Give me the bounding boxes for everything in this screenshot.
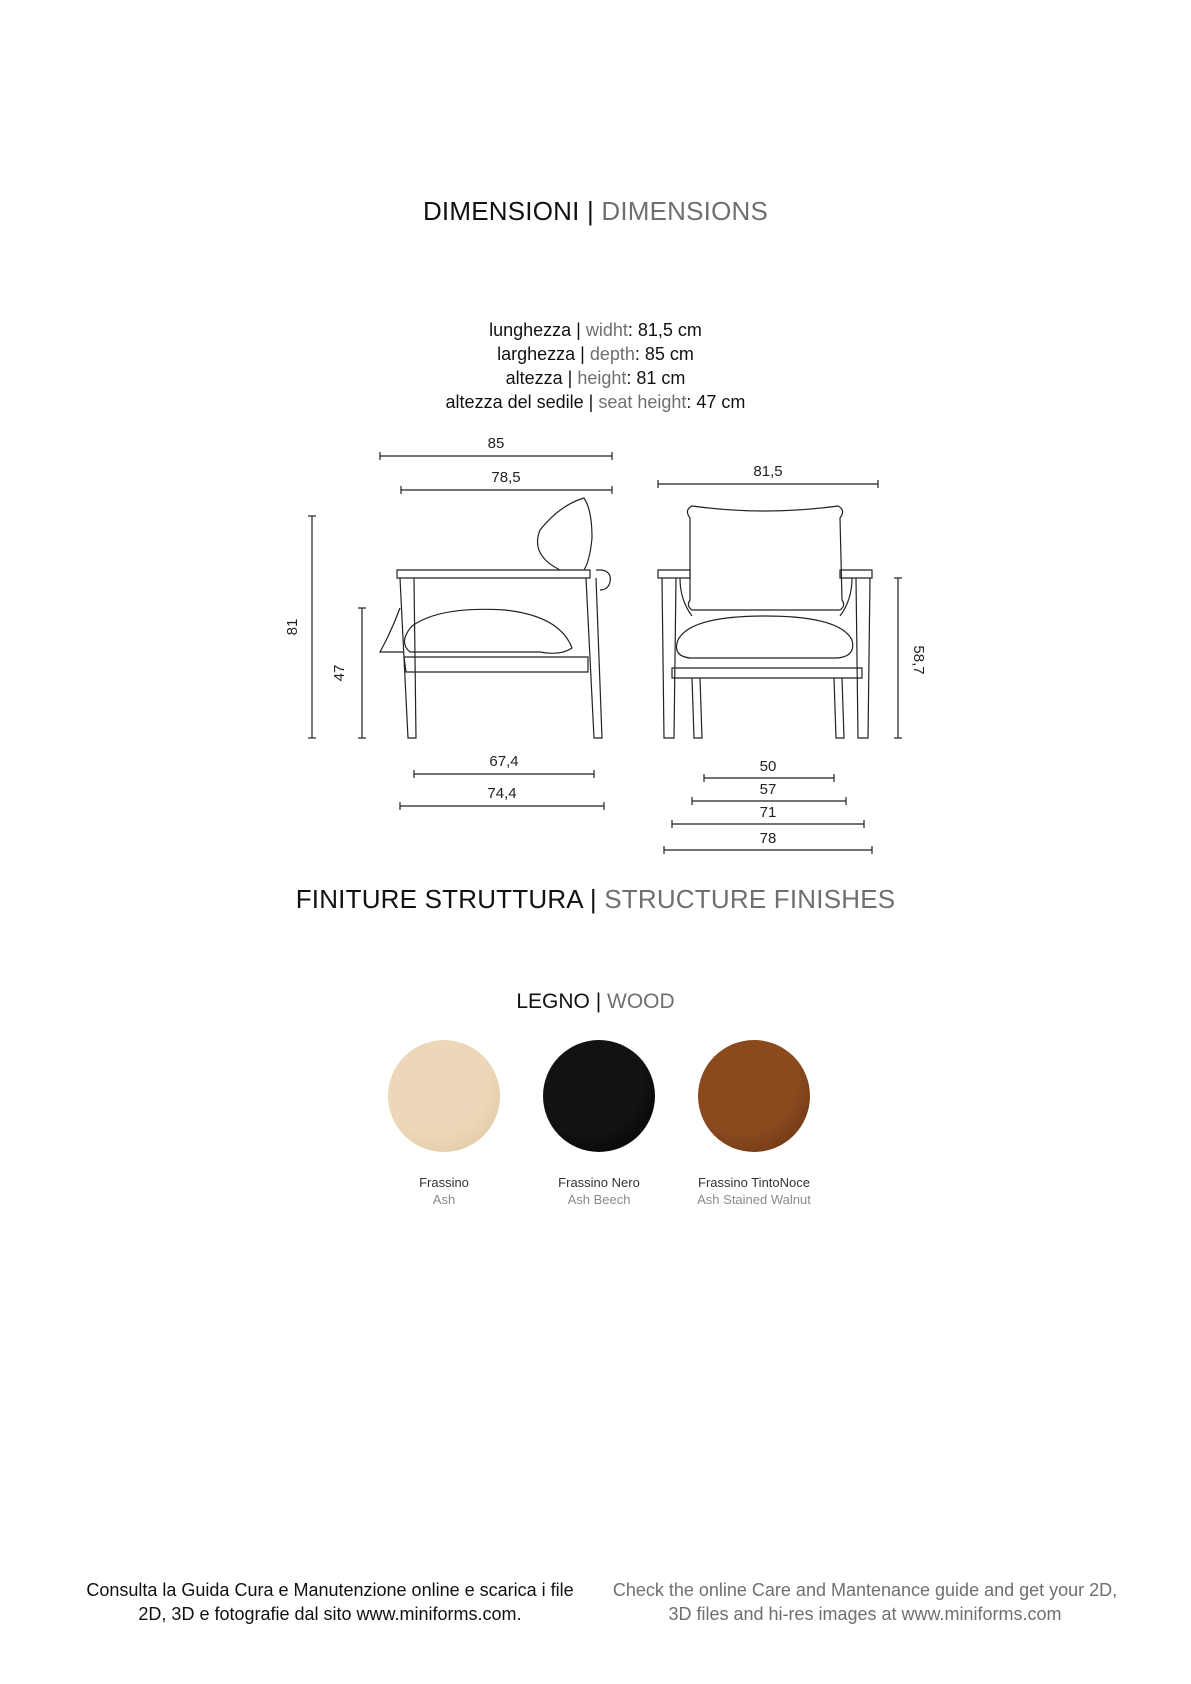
- wood-title: [0, 990, 1191, 1014]
- side-leg-inner-label: 67,4: [489, 753, 519, 770]
- finishes-title-it: FINITURE STRUTTURA: [295, 884, 583, 914]
- dimensions-title: [0, 196, 1191, 227]
- front-width-78-label: 78: [759, 830, 777, 847]
- side-depth-seat-label: 78,5: [491, 469, 521, 486]
- wood-title-it: LEGNO: [516, 990, 590, 1013]
- spec-label-it: altezza: [505, 368, 563, 388]
- dimension-specs: [0, 318, 1191, 414]
- footer-text-it: Consulta la Guida Cura e Manutenzione online e scarica i file 2D, 3D e fotografie dal sito www.miniforms.com.: [86, 1580, 574, 1624]
- swatch-name-en: Ash Beech: [567, 1192, 631, 1207]
- swatch-disc[interactable]: [698, 1040, 810, 1152]
- wood-title-en: WOOD: [607, 990, 675, 1013]
- side-leg-inner-line: [414, 770, 594, 778]
- swatch-name-en: Ash Stained Walnut: [697, 1192, 811, 1207]
- side-depth-seat-line: [401, 486, 612, 494]
- swatch-name-it: Frassino TintoNoce: [698, 1175, 810, 1190]
- title-separator: |: [589, 990, 607, 1013]
- side-seat-height-line: [358, 608, 366, 738]
- swatch-name-it: Frassino: [419, 1175, 469, 1190]
- swatch-frassino-nero[interactable]: [519, 1040, 679, 1208]
- footer-text-en: Check the online Care and Mantenance guide and get your 2D, 3D files and hi-res images at www.miniforms.com: [612, 1580, 1118, 1624]
- swatch-frassino[interactable]: [364, 1040, 524, 1208]
- title-separator: |: [579, 196, 602, 226]
- dimensions-title-it: DIMENSIONI: [422, 196, 580, 226]
- spec-label-it: larghezza: [497, 344, 576, 364]
- front-width-total-label: 81,5: [753, 463, 783, 480]
- spec-depth: larghezza | depth: 85 cm: [497, 344, 694, 364]
- chair-side-view: [380, 498, 610, 738]
- finishes-title-en: STRUCTURE FINISHES: [604, 884, 896, 914]
- spec-label-en: height: [577, 368, 627, 388]
- swatch-disc[interactable]: [388, 1040, 500, 1152]
- spec-label-en: seat height: [598, 392, 687, 412]
- swatch-frassino-tintonoce[interactable]: [674, 1040, 834, 1208]
- spec-label-en: widht: [585, 320, 628, 340]
- chair-front-view: [658, 506, 872, 738]
- technical-drawings: [0, 420, 1191, 860]
- swatch-name-it: Frassino Nero: [558, 1175, 640, 1190]
- side-height-total-line: [308, 516, 316, 738]
- front-width-total-line: [658, 480, 878, 488]
- spec-value: : 47 cm: [686, 392, 746, 412]
- spec-value: : 81,5 cm: [627, 320, 702, 340]
- side-depth-total-label: 85: [487, 435, 505, 452]
- title-separator: |: [582, 884, 605, 914]
- front-width-57-label: 57: [759, 781, 777, 798]
- side-depth-total-line: [380, 452, 612, 460]
- finishes-title: [0, 884, 1191, 915]
- side-seat-height-label: 47: [331, 664, 348, 682]
- front-width-71-line: [672, 820, 864, 828]
- spec-height: altezza | height: 81 cm: [505, 368, 686, 388]
- front-width-50-label: 50: [759, 758, 777, 775]
- spec-width: lunghezza | widht: 81,5 cm: [489, 320, 702, 340]
- side-leg-outer-label: 74,4: [487, 785, 517, 802]
- spec-seat-height: altezza del sedile | seat height: 47 cm: [445, 392, 746, 412]
- front-width-78-line: [664, 846, 872, 854]
- spec-label-it: lunghezza: [489, 320, 572, 340]
- front-arm-height-label: 58,7: [910, 645, 927, 675]
- dimensions-title-en: DIMENSIONS: [601, 196, 769, 226]
- side-leg-outer-line: [400, 802, 604, 810]
- swatch-name-en: Ash: [432, 1192, 456, 1207]
- spec-value: : 85 cm: [634, 344, 694, 364]
- front-width-71-label: 71: [759, 804, 777, 821]
- side-height-total-label: 81: [284, 618, 301, 636]
- spec-label-en: depth: [589, 344, 635, 364]
- swatch-disc[interactable]: [543, 1040, 655, 1152]
- spec-value: : 81 cm: [626, 368, 686, 388]
- front-arm-height-line: [894, 578, 902, 738]
- spec-label-it: altezza del sedile: [445, 392, 584, 412]
